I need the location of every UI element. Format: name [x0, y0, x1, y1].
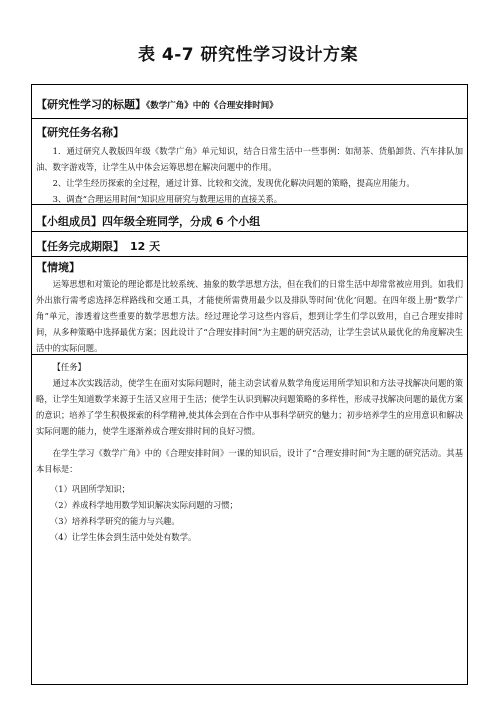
goal-item-2: （2）养成科学地用数学知识解决实际问题的习惯；	[50, 500, 238, 510]
task-item-1: 1．通过研究人教版四年级《数学广角》单元知识，结合日常生活中一些事例：如沏茶、货船卸货、汽车排队加油、数字游戏等，让学生从中体会运筹思想在解决问题中的作用。	[36, 146, 463, 172]
design-plan-table	[31, 84, 468, 685]
deadline-value: 12 天	[130, 240, 161, 253]
topic-value: 《数学广角》中的《合理安排时间》	[146, 101, 278, 111]
page-title: 表 4-7 研究性学习设计方案	[137, 45, 359, 65]
group-label: 【小组成员】	[36, 215, 102, 228]
task-name-row	[32, 118, 467, 204]
task-name-label: 【研究任务名称】	[36, 126, 124, 139]
goal-item-1: （1）巩固所学知识；	[50, 484, 130, 494]
task-item-2: 2、让学生经历探索的全过程，通过计算、比较和交流，发现优化解决问题的策略，提高应用能力。	[52, 178, 415, 188]
goal-item-3: （3）培养科学研究的能力与兴趣。	[50, 516, 180, 526]
group-row	[32, 204, 467, 231]
group-value: 四年级全班同学，分成 6 个小组	[102, 215, 261, 228]
topic-row	[32, 85, 467, 118]
task-row	[32, 354, 467, 684]
situation-row	[32, 256, 467, 354]
goal-item-4: （4）让学生体会到生活中处处有数学。	[50, 532, 197, 542]
topic-label: 【研究性学习的标题】	[36, 98, 146, 111]
deadline-row	[32, 231, 467, 256]
situation-text: 运筹思想和对策论的理论都是比较系统、抽象的数学思想方法，但在我们的日常生活中却常常被应用到。如我们外出旅行需考虑选择怎样路线和交通工具，才能使所需费用最少以及排队等时间‘优化’问题。在四年级上册“数学广角”单元，渗透着这些重要的数学思想方法。经过理论学习这些内容后，想到让学生们学以致用，自己合理安排时间，从多种策略中选择最优方案；因此设计了“合理安排时间”为主题的研究活动，让学生尝试从最优化的角度解决生活中的实际问题。	[36, 279, 463, 353]
task-para-1: 通过本次实践活动，使学生在面对实际问题时，能主动尝试着从数学角度运用所学知识和方法寻找解决问题的策略，让学生知道数学来源于生活又应用于生活；使学生认识到解决问题策略的多样性，形成寻找解决问题的最优方案的意识；培养了学生积极探索的科学精神,使其体会到在合作中从事科学研究的魅力；初步培养学生的应用意识和解决实际问题的能力，使学生逐渐养成合理安排时间的良好习惯。	[36, 378, 463, 436]
task-label: 【任务】	[52, 362, 86, 372]
task-para-2: 在学生学习《数学广角》中的《合理安排时间》一课的知识后，设计了“合理安排时间”为主题的研究活动。其基本目标是：	[36, 448, 463, 474]
deadline-label: 【任务完成期限】	[36, 240, 124, 253]
task-item-3: 3、调查“合理运用时间”知识应用研究与数理运用的直接关系。	[52, 194, 283, 204]
situation-label: 【情境】	[36, 261, 80, 274]
